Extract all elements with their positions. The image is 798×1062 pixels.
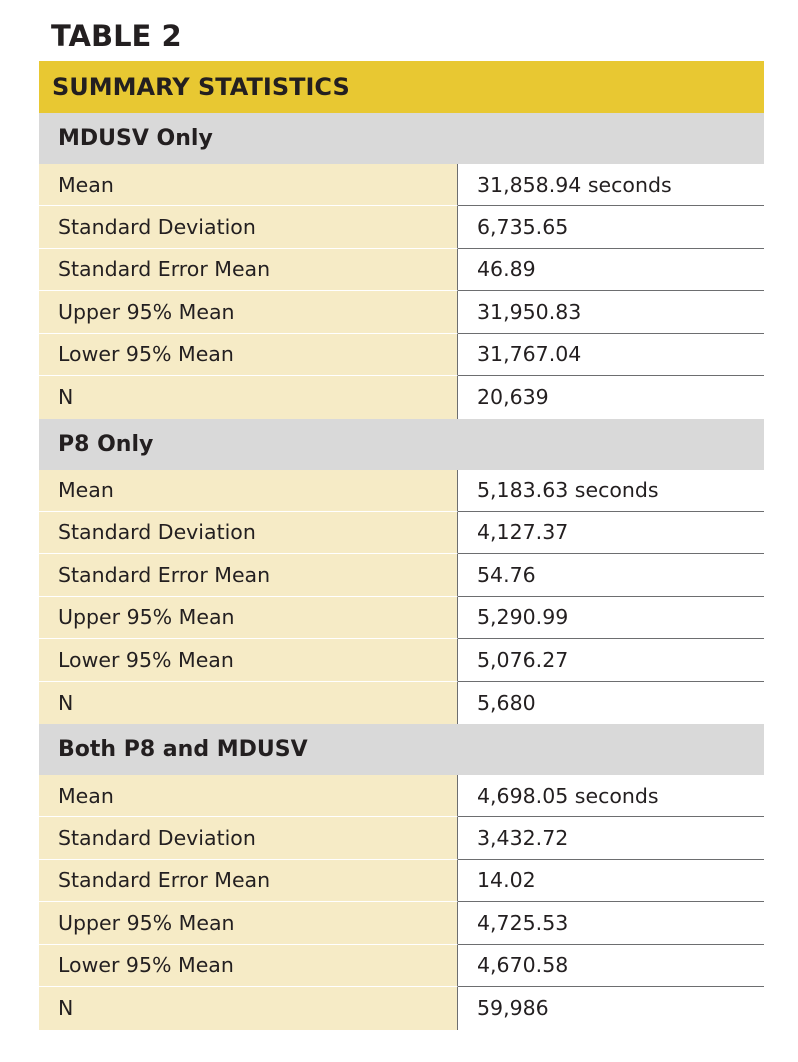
table-row <box>39 164 764 206</box>
row-label: Lower 95% Mean <box>39 639 458 682</box>
row-label: Upper 95% Mean <box>39 902 458 945</box>
table-row <box>39 376 764 419</box>
table-row <box>39 639 764 682</box>
row-value: 31,858.94 seconds <box>458 164 764 206</box>
row-label: Upper 95% Mean <box>39 291 458 334</box>
section-header-mdusv-only: MDUSV Only <box>39 113 764 164</box>
table-number-label: TABLE 2 <box>51 19 182 53</box>
row-label: Standard Deviation <box>39 206 458 249</box>
row-label: Lower 95% Mean <box>39 945 458 988</box>
row-value: 5,183.63 seconds <box>458 470 764 512</box>
row-value: 31,767.04 <box>458 334 764 377</box>
row-value: 4,127.37 <box>458 512 764 555</box>
table-row <box>39 512 764 555</box>
row-value: 4,670.58 <box>458 945 764 988</box>
table-row <box>39 775 764 817</box>
table-row <box>39 291 764 334</box>
table-row <box>39 206 764 249</box>
table-row <box>39 860 764 903</box>
section-mdusv-only <box>39 164 764 419</box>
row-label: Standard Error Mean <box>39 249 458 292</box>
row-label: Mean <box>39 164 458 206</box>
row-value: 4,725.53 <box>458 902 764 945</box>
section-both-p8-and-mdusv <box>39 775 764 1030</box>
table-row <box>39 470 764 512</box>
row-value: 5,076.27 <box>458 639 764 682</box>
table-row <box>39 249 764 292</box>
row-label: Standard Deviation <box>39 817 458 860</box>
row-label: Lower 95% Mean <box>39 334 458 377</box>
row-value: 14.02 <box>458 860 764 903</box>
section-header-both-p8-and-mdusv: Both P8 and MDUSV <box>39 724 764 775</box>
section-p8-only <box>39 470 764 725</box>
table-row <box>39 682 764 725</box>
row-value: 46.89 <box>458 249 764 292</box>
table-row <box>39 945 764 988</box>
row-label: N <box>39 987 458 1030</box>
row-value: 5,680 <box>458 682 764 725</box>
row-label: Standard Error Mean <box>39 860 458 903</box>
row-value: 3,432.72 <box>458 817 764 860</box>
row-value: 54.76 <box>458 554 764 597</box>
table-row <box>39 597 764 640</box>
summary-statistics-table <box>39 61 764 1030</box>
row-label: Mean <box>39 470 458 512</box>
row-label: Upper 95% Mean <box>39 597 458 640</box>
section-header-p8-only: P8 Only <box>39 419 764 470</box>
row-value: 59,986 <box>458 987 764 1030</box>
row-value: 31,950.83 <box>458 291 764 334</box>
row-value: 4,698.05 seconds <box>458 775 764 817</box>
table-row <box>39 334 764 377</box>
table-title: SUMMARY STATISTICS <box>39 61 764 113</box>
row-label: Mean <box>39 775 458 817</box>
table-row <box>39 902 764 945</box>
row-value: 6,735.65 <box>458 206 764 249</box>
table-row <box>39 554 764 597</box>
row-label: N <box>39 376 458 419</box>
row-label: N <box>39 682 458 725</box>
table-row <box>39 987 764 1030</box>
row-value: 20,639 <box>458 376 764 419</box>
table-row <box>39 817 764 860</box>
row-value: 5,290.99 <box>458 597 764 640</box>
row-label: Standard Deviation <box>39 512 458 555</box>
row-label: Standard Error Mean <box>39 554 458 597</box>
